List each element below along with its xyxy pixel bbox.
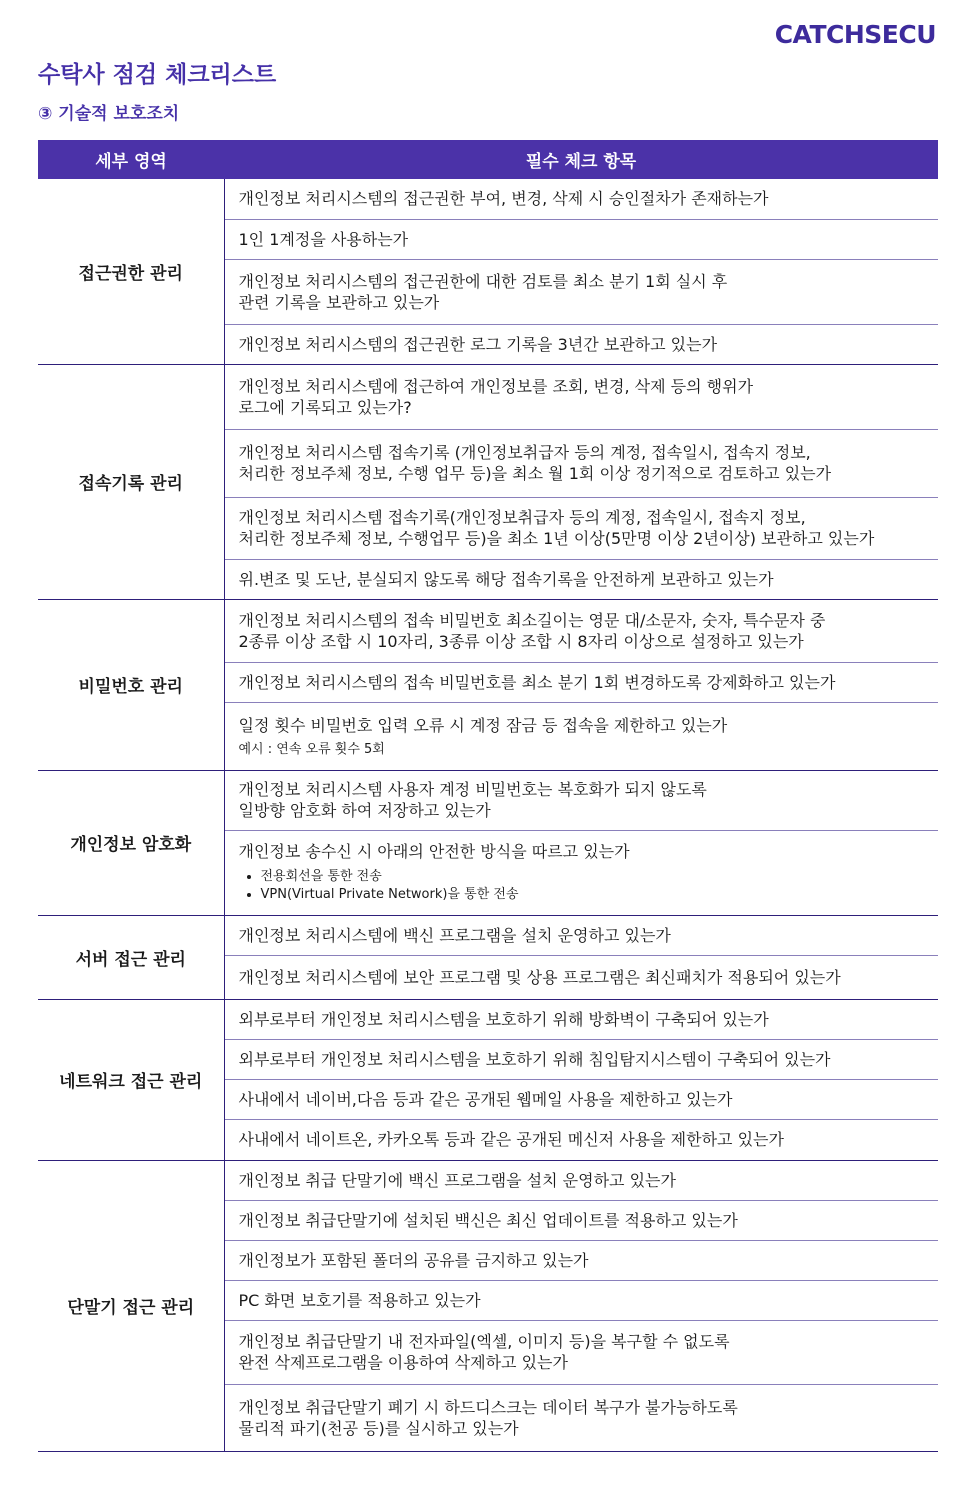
check-item-text: 개인정보 취급단말기 내 전자파일(엑셀, 이미지 등)을 복구할 수 없도록 완전 삭제프로그램을 이용하여 삭제하고 있는가 xyxy=(238,1332,730,1372)
check-item xyxy=(224,497,938,559)
check-item-text: 사내에서 네이버,다음 등과 같은 공개된 웹메일 사용을 제한하고 있는가 xyxy=(238,1089,733,1109)
check-item-text: 개인정보 처리시스템의 접근권한에 대한 검토를 최소 분기 1회 실시 후 관련 기록을 보관하고 있는가 xyxy=(238,271,728,312)
table-row xyxy=(38,999,938,1039)
section-area-label: 서버 접근 관리 xyxy=(38,915,224,999)
check-item xyxy=(224,662,938,702)
check-item-text: 외부로부터 개인정보 처리시스템을 보호하기 위해 침입탐지시스템이 구축되어 있는가 xyxy=(238,1049,831,1069)
check-item xyxy=(224,915,938,955)
check-item-text: 개인정보 처리시스템에 보안 프로그램 및 상용 프로그램은 최신패치가 적용되어 있는가 xyxy=(238,967,841,987)
check-item-text: 개인정보 처리시스템에 백신 프로그램을 설치 운영하고 있는가 xyxy=(238,925,671,945)
check-item xyxy=(224,770,938,830)
check-item-text: 개인정보 송수신 시 아래의 안전한 방식을 따르고 있는가 xyxy=(238,842,630,861)
brand-logo: CATCHSECU xyxy=(774,20,936,49)
check-item xyxy=(224,999,938,1039)
table-row xyxy=(38,1160,938,1200)
header-items: 필수 체크 항목 xyxy=(224,140,938,179)
section-area-label: 네트워크 접근 관리 xyxy=(38,999,224,1160)
check-item xyxy=(224,1160,938,1200)
check-item xyxy=(224,599,938,662)
check-item-text: 사내에서 네이트온, 카카오톡 등과 같은 공개된 메신저 사용을 제한하고 있는가 xyxy=(238,1130,784,1149)
check-item-text: 개인정보 처리시스템에 접근하여 개인정보를 조회, 변경, 삭제 등의 행위가 로그에 기록되고 있는가? xyxy=(238,376,754,417)
check-item xyxy=(224,1240,938,1280)
check-item-text: 위.변조 및 도난, 분실되지 않도록 해당 접속기록을 안전하게 보관하고 있는가 xyxy=(238,569,774,589)
check-item-text: 개인정보 처리시스템 접속기록(개인정보취급자 등의 계정, 접속일시, 접속지 정보, 처리한 정보주체 정보, 수행업무 등)을 최소 1년 이상(5만명 이상 2년이상) 보관하고 있는가 xyxy=(238,508,875,548)
check-item-text: 개인정보가 포함된 폴더의 공유를 금지하고 있는가 xyxy=(238,1250,589,1270)
check-item-text: 개인정보 처리시스템 사용자 계정 비밀번호는 복호화가 되지 않도록 일방향 암호화 하여 저장하고 있는가 xyxy=(238,780,707,820)
page-subtitle: ③ 기술적 보호조치 xyxy=(38,104,180,124)
check-item-text: PC 화면 보호기를 적용하고 있는가 xyxy=(238,1290,481,1310)
header-row xyxy=(38,140,938,179)
header-area: 세부 영역 xyxy=(38,140,224,179)
check-item xyxy=(224,429,938,497)
check-item xyxy=(224,830,938,915)
check-item-text: 1인 1계정을 사용하는가 xyxy=(238,229,409,249)
check-item xyxy=(224,702,938,770)
section-area-label: 접속기록 관리 xyxy=(38,364,224,599)
check-item xyxy=(224,324,938,364)
checklist-table xyxy=(38,140,938,1452)
bullet-item: • VPN(Virtual Private Network)을 통한 전송 xyxy=(261,886,939,904)
check-item-text: 개인정보 처리시스템 접속기록 (개인정보취급자 등의 계정, 접속일시, 접속지 정보, 처리한 정보주체 정보, 수행 업무 등)을 최소 월 1회 이상 정기적으로 검토하고 있는가 xyxy=(238,443,832,483)
check-item-text: 개인정보 취급 단말기에 백신 프로그램을 설치 운영하고 있는가 xyxy=(238,1170,676,1190)
section-area-label: 비밀번호 관리 xyxy=(38,599,224,770)
bullet-item: • 전용회선을 통한 전송 xyxy=(261,868,939,886)
check-item xyxy=(224,219,938,259)
check-item xyxy=(224,1384,938,1451)
check-item xyxy=(224,1039,938,1079)
check-item-text: 개인정보 처리시스템의 접근권한 로그 기록을 3년간 보관하고 있는가 xyxy=(238,334,718,354)
check-item-note: 예시 : 연속 오류 횟수 5회 xyxy=(238,741,385,757)
check-item xyxy=(224,955,938,999)
checklist-body xyxy=(38,179,938,1451)
check-item xyxy=(224,179,938,219)
table-row xyxy=(38,364,938,429)
check-item-text: 개인정보 취급단말기 폐기 시 하드디스크는 데이터 복구가 불가능하도록 물리적 파기(천공 등)를 실시하고 있는가 xyxy=(238,1397,738,1438)
check-item xyxy=(224,259,938,324)
check-item-text: 외부로부터 개인정보 처리시스템을 보호하기 위해 방화벽이 구축되어 있는가 xyxy=(238,1009,769,1029)
check-item xyxy=(224,559,938,599)
check-item-text: 개인정보 처리시스템의 접근권한 부여, 변경, 삭제 시 승인절차가 존재하는가 xyxy=(238,189,769,209)
check-item-text: 개인정보 처리시스템의 접속 비밀번호 최소길이는 영문 대/소문자, 숫자, 특수문자 중 2종류 이상 조합 시 10자리, 3종류 이상 조합 시 8자리 이상으로 설정하고 있는가 xyxy=(238,610,826,651)
check-item-text: 일정 횟수 비밀번호 입력 오류 시 계정 잠금 등 접속을 제한하고 있는가 xyxy=(238,715,728,735)
table-row xyxy=(38,179,938,219)
section-area-label: 접근권한 관리 xyxy=(38,179,224,364)
check-item-text: 개인정보 취급단말기에 설치된 백신은 최신 업데이트를 적용하고 있는가 xyxy=(238,1210,738,1230)
check-item xyxy=(224,1320,938,1384)
table-row xyxy=(38,915,938,955)
table-row xyxy=(38,599,938,662)
check-item xyxy=(224,1119,938,1160)
section-area-label: 개인정보 암호화 xyxy=(38,770,224,915)
check-item xyxy=(224,364,938,429)
check-item xyxy=(224,1200,938,1240)
check-item-text: 개인정보 처리시스템의 접속 비밀번호를 최소 분기 1회 변경하도록 강제화하고 있는가 xyxy=(238,672,836,692)
check-item-bullets xyxy=(239,868,939,904)
check-item xyxy=(224,1079,938,1119)
table-row xyxy=(38,770,938,830)
section-area-label: 단말기 접근 관리 xyxy=(38,1160,224,1451)
check-item xyxy=(224,1280,938,1320)
page-title: 수탁사 점검 체크리스트 xyxy=(38,62,277,88)
